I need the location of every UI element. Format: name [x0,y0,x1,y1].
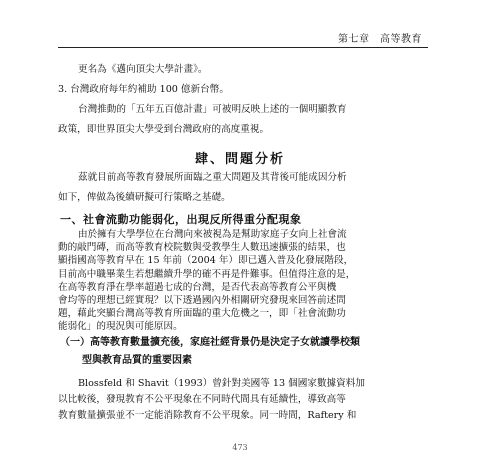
text-line: 教育數量擴張並不一定能消除教育不公平現象。同一時間，Raftery 和 [58,410,357,421]
text-line: 顯指國高等教育早在 15 年前（2004 年）即已邁入普及化發展階段， [58,255,354,267]
paragraph-1 [58,100,430,140]
text-line: 題，藉此突顯台灣高等教育所面臨的重大危機之一，即「社會流動功 [58,308,346,320]
text-line: 台灣推動的「五年五百億計畫」可被明反映上述的一個明顯教育 [78,104,347,115]
page-number: 473 [232,443,248,452]
heading-line: 型與教育品質的重要因素 [82,355,192,366]
text-line: Blossfeld 和 Shavit（1993）曾針對美國等 13 個國家數據資料加 [78,378,365,389]
text-line: 3. 台灣政府每年約補助 100 億新台幣。 [58,84,229,95]
text-line: 政策，即世界頂尖大學受到台灣政府的高度重視。 [58,124,270,135]
text-line: 目前高中職畢業生若想繼續升學的確不再是件難事。但值得注意的是， [58,268,356,280]
heading-line: （一）高等教育數量擴充後，家庭社經背景仍是決定子女就讀學校類 [60,337,360,348]
running-head: 第七章 高等教育 [338,34,422,45]
text-line: 會均等的理想已經實現？以下透過國內外相關研究發現來回答前述問 [58,295,346,307]
header-rule [58,47,428,48]
text-line: 由於擁有大學學位在台灣向來被視為是幫助家庭子女向上社會流 [78,229,347,240]
text-line: 能弱化」的現況與可能原因。 [58,321,183,333]
text-line: 動的敲門磚，而高等教育校院數與受教學生人數迅速擴張的結果，也 [58,242,346,254]
sub-subsection-heading [60,334,360,370]
text-line: 在高等教育淨在學率超過七成的台灣，是否代表高等教育公平與機 [58,281,337,293]
text-block-top [58,60,430,100]
text-line: 茲就目前高等教育發展所面臨之重大問題及其背後可能成因分析 [78,172,347,183]
section-title: 肆、問題分析 [194,152,285,167]
text-line: 以比較後，發現教育不公平現象在不同時代間具有延續性，導致高等 [58,394,346,405]
paragraph-4 [58,376,430,424]
subsection-heading: 一、社會流動功能弱化，出現反所得重分配現象 [60,213,302,226]
paragraph-2 [58,168,430,208]
text-line: 更名為《邁向頂尖大學計畫》。 [78,64,208,75]
text-line: 如下，俾做為後續研擬可行策略之基礎。 [58,192,231,203]
paragraph-3 [58,228,430,334]
